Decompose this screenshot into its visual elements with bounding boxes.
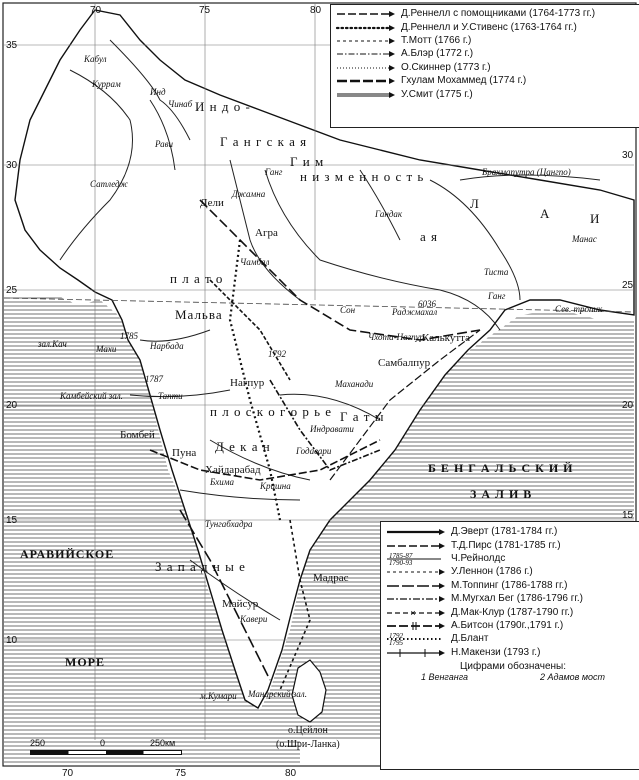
legend-symbol [385,646,447,659]
legend-symbol [335,34,397,47]
legend-year-b: 1795 [389,639,403,646]
region-malwa: Мальва [175,307,223,322]
region-gangetic: Г а н г с к а я [220,134,308,149]
river-kaveri: Кавери [240,614,268,624]
legend_bottom-item [385,565,639,578]
river-jumna: Джамна [232,189,266,199]
legend_bottom-item [385,646,639,659]
svg-text:×: × [410,607,416,618]
legend-symbol [335,88,397,101]
sea-arabian-2: МОРЕ [65,655,105,669]
region-himalaya-1: Г и м [290,154,325,169]
legend-label: У.Смит (1775 г.) [401,88,473,100]
river-ganges-delta: Ганг [488,291,506,301]
legend-year-a: 1792 [389,632,403,641]
river-tapti: Тапти [158,391,183,401]
legend-label: М.Мугхал Бег (1786-1796 гг.) [451,593,583,605]
legend_bottom-item [385,538,639,551]
legend-symbol [335,47,397,60]
river-krishna: Кришна [260,481,291,491]
city-sambalpur: Самбалпур [378,357,431,369]
island-ceylon: о.Цейлон [288,725,328,736]
legend-label: Ч.Рейнолдс [451,552,506,564]
river-brahmaputra: Брахмапутра (Цангпо) [482,167,571,177]
legend-label: Д.Реннелл с помощниками (1764-1773 гг.) [401,8,596,20]
legend-symbol [335,21,397,34]
legend_top-item [335,74,639,87]
legend-bottom [380,521,639,770]
city-bombay: Бомбей [120,429,155,441]
river-ganges: Ганг [265,167,283,177]
legend_top-item [335,87,639,100]
city-madras: Мадрас [313,572,349,584]
river-kabul: Кабул [84,54,107,64]
legend_bottom-item [385,525,639,538]
legend-label: У.Леннон (1786 г.) [451,566,533,578]
region-chhota-nagpur: Чхота-Нагпур [368,332,424,342]
scale-left: 250 [30,738,46,748]
river-chambal: Чамбал [240,257,270,267]
region-deccan: Д е к а н [215,439,271,454]
region-western-ghats: З а п а д н ы е [155,559,246,574]
legend-symbol [335,61,397,74]
city-nagpur: Нагпур [230,377,265,389]
lat-label-20: 20 [6,400,18,411]
gulf-mannar: Манарский зал. [248,689,307,699]
region-himalaya-4: И [590,211,601,226]
region-himalaya-2: Л [470,196,480,211]
river-ravi: Рави [155,139,174,149]
river-mahi: Махи [96,344,117,354]
region-lowland: н и з м е н н о с т ь [300,169,425,184]
region-plateau: п л а т о [170,271,224,286]
river-chenab: Чинаб [168,99,193,109]
scale-zero: 0 [100,738,106,748]
legend-year-a: 1785-87 [389,551,413,560]
legend-label: А.Блэр (1772 г.) [401,48,474,60]
legend-symbol [385,632,447,645]
river-gandak: Гандак [375,209,403,219]
legend-note-title: Цифрами обозначены: [459,660,567,672]
river-manas: Манас [572,234,597,244]
legend_top-item [335,61,639,74]
region-eastern-ghats: Г а т ы [340,409,385,424]
lon-label-70-top: 70 [90,5,102,16]
legend-symbol [385,525,447,538]
city-hyderabad: Хайдарабад [205,464,261,476]
lat-label-20-right: 20 [622,400,634,411]
lat-label-15: 15 [6,515,18,526]
lat-label-35: 35 [6,40,18,51]
scale-bar-graphic [30,750,182,755]
legend-top [330,4,639,128]
city-mysore: Майсур [222,598,259,610]
legend-label: О.Скиннер (1773 г.) [401,61,491,73]
lat-label-30-right: 30 [622,150,634,161]
legend-label: Д.Мак-Клур (1787-1790 гг.) [451,606,574,618]
legend_top-item [335,7,639,20]
river-satlej: Сатледж [90,179,128,189]
city-calcutta: Калькутта [422,332,470,344]
tropic-label: Сев. тропик [555,304,603,314]
sea-bengal-2: З А Л И В [470,487,533,501]
lon-label-70-bottom: 70 [62,768,74,779]
legend_bottom-item [385,619,639,632]
legend_bottom-item [385,552,639,565]
lon-label-75-bottom: 75 [175,768,187,779]
cape-kumari: м.Кумари [200,691,237,701]
legend-symbol [385,619,447,632]
legend-symbol [385,592,447,605]
lon-label-80-top: 80 [310,5,322,16]
scale-bar [30,740,180,758]
city-delhi: Дели [200,197,224,209]
legend-label: Д.Эверт (1781-1784 гг.) [451,526,558,538]
elevation-6036: 6036 [418,299,436,309]
legend-note-item-1: 1 Венганга [420,671,469,682]
gulf-kambay: Камбейский зал. [60,391,123,401]
legend-label: Д.Блант [451,633,489,645]
year-label-1787: 1787 [145,374,163,384]
region-gangetic-2: а я [420,229,438,244]
legend_top-item [335,20,639,33]
region-indo: И н д о - [195,99,251,114]
lat-label-10: 10 [6,635,18,646]
legend-symbol [385,539,447,552]
lon-label-75-top: 75 [199,5,211,16]
legend_bottom-item [385,605,639,618]
river-bhima: Бхима [210,477,235,487]
legend-label: Т.Мотт (1766 г.) [401,34,472,46]
year-label-1785: 1785 [120,331,138,341]
legend-note-item-2: 2 Адамов мост [539,671,606,682]
island-srilanka: (о.Шри-Ланка) [276,739,340,750]
region-himalaya-3: А [540,206,551,221]
legend-label: М.Топпинг (1786-1788 гг.) [451,579,568,591]
region-plateau-2: п л о с к о г о р ь е [210,404,333,419]
year-label-1792: 1792 [268,349,286,359]
city-agra: Агра [255,227,278,239]
legend-label: Н.Макензи (1793 г.) [451,646,541,658]
legend-label: Д.Реннелл и У.Стивенс (1763-1764 гг.) [401,21,577,33]
legend-symbol [385,606,447,619]
legend-symbol [335,7,397,20]
legend-note-items [385,672,639,682]
city-puna: Пуна [172,447,197,459]
river-narmada: Нарбада [150,341,184,351]
river-tungabhadra: Тунгабхадра [205,519,253,529]
scale-right: 250км [150,738,176,748]
river-kurram: Куррам [92,79,121,89]
river-tista: Тиста [484,267,509,277]
legend-label: Т.Д.Пирс (1781-1785 гг.) [451,539,561,551]
legend-symbol [385,565,447,578]
lat-label-25: 25 [6,285,18,296]
legend_top-item [335,47,639,60]
lat-label-30: 30 [6,160,18,171]
lon-label-80-bottom: 80 [285,768,297,779]
region-rajmahal: Раджмахал [392,307,438,317]
legend_bottom-item [385,579,639,592]
river-godavari: Годавари [296,446,332,456]
gulf-kutch: зал.Кач [38,339,67,349]
legend-symbol [385,579,447,592]
lat-label-15-right: 15 [622,510,634,521]
legend_bottom-item [385,632,639,645]
river-indus: Инд [150,87,166,97]
sea-bengal-1: Б Е Н Г А Л Ь С К И Й [428,461,574,475]
sea-arabian-1: АРАВИЙСКОЕ [20,547,115,561]
lat-label-25-right: 25 [622,280,634,291]
legend_top-item [335,34,639,47]
legend-label: А.Битсон (1790г.,1791 г.) [451,619,564,631]
legend-symbol [335,74,397,87]
river-mahanadi: Маханади [335,379,374,389]
legend-symbol [385,552,447,565]
river-son: Сон [340,305,356,315]
legend_bottom-item [385,592,639,605]
legend-label: Гхулам Мохаммед (1774 г.) [401,75,527,87]
legend-year-b: 1790-93 [389,558,413,565]
river-indravati: Индравати [310,424,354,434]
